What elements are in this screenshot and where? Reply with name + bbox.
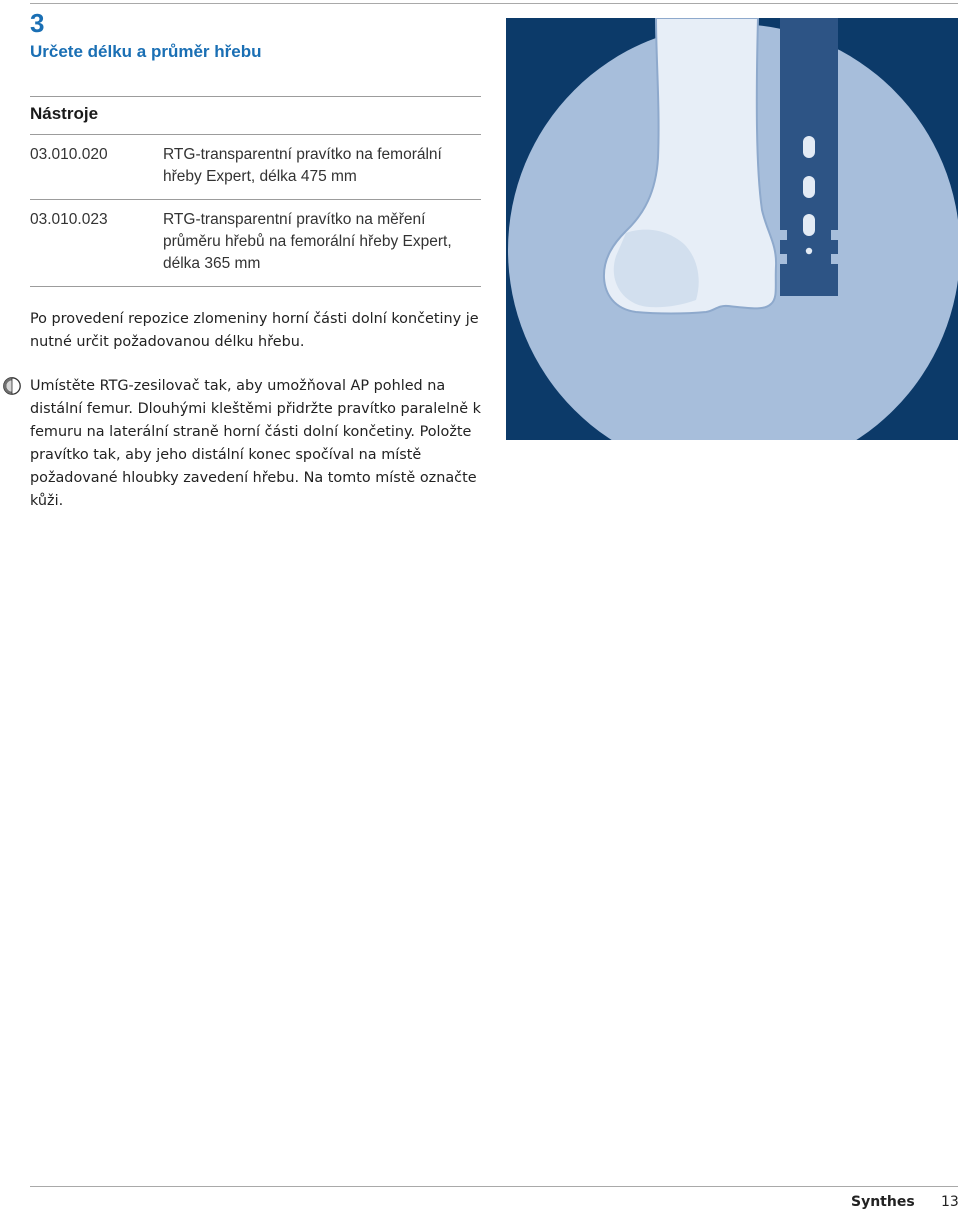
tool-row [30,200,481,286]
footer-brand: Synthes [851,1194,915,1210]
intro-paragraph: Po provedení repozice zlomeniny horní části dolní končetiny je nutné určit požadovanou délku hřebu. [30,311,479,350]
tool-description: RTG-transparentní pravítko na femorální hřeby Expert, délka 475 mm [163,146,442,185]
step-number: 3 [30,8,45,38]
tool-row [30,135,481,199]
tool-code: 03.010.023 [30,211,108,228]
bottom-rule [30,1186,958,1187]
top-rule [30,3,958,4]
tools-heading: Nástroje [30,104,99,123]
xray-figure [506,18,958,440]
step-title: Určete délku a průměr hřebu [30,42,262,61]
xray-image [506,18,958,440]
tool-code: 03.010.020 [30,146,108,163]
instruction-paragraph: Umístěte RTG-zesilovač tak, aby umožňoval AP pohled na distální femur. Dlouhými kleštěmi přidržte pravítko paralelně k femuru na laterální straně horní části dolní končetiny. Položte pravítko tak, aby jeho distální konec spočíval na místě požadované hloubky zavedení hřebu. Na tomto místě označte kůži. [30,378,481,509]
divider [30,286,481,287]
page-number: 13 [941,1194,959,1210]
tool-description: RTG-transparentní pravítko na měření průměru hřebů na femorální hřeby Expert, délka 365 mm [163,211,452,272]
tools-table [30,96,481,287]
fluoroscopy-icon [2,376,22,396]
